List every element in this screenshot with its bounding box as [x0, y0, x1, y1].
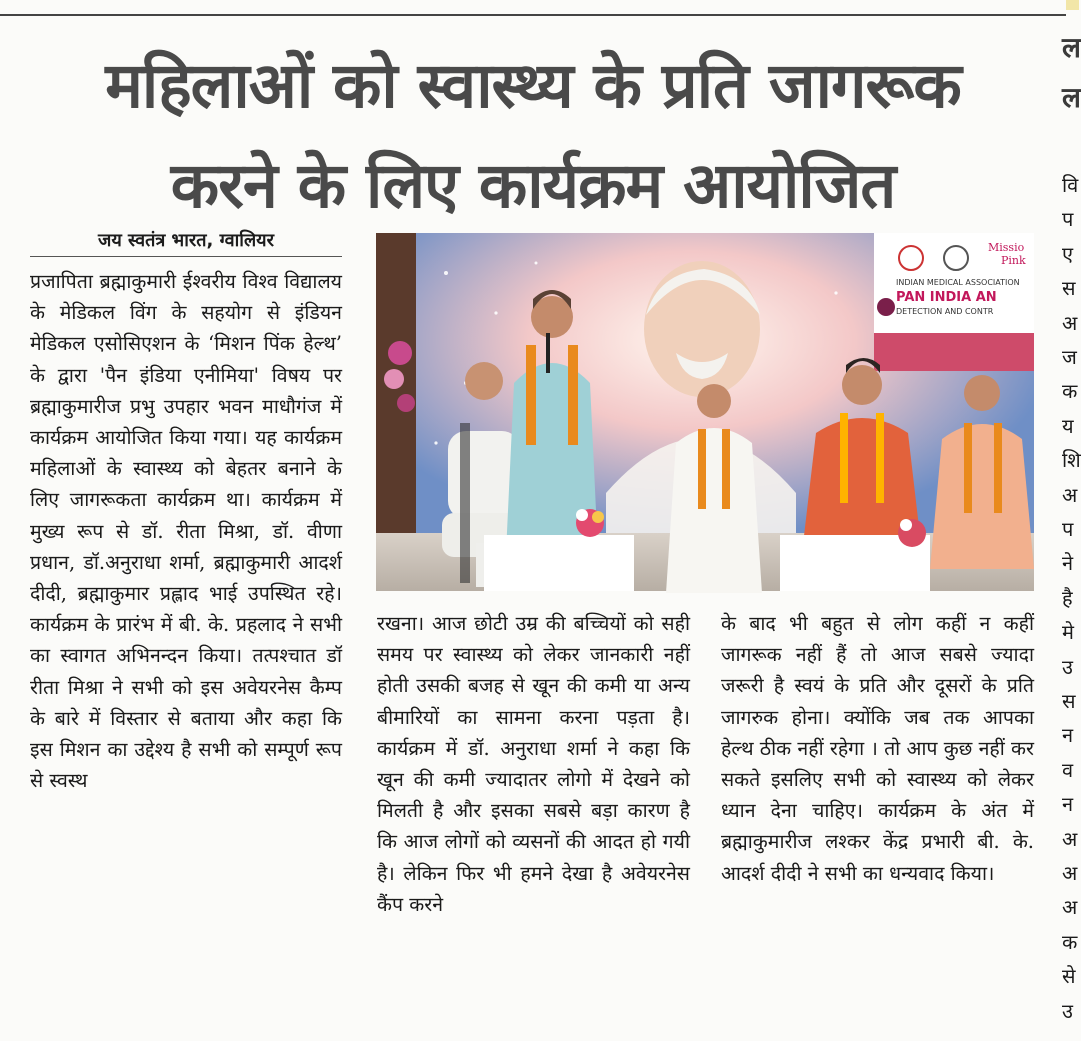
article-column-3: के बाद भी बहुत से लोग कहीं न कहीं जागरूक नहीं हैं तो आज सबसे ज्यादा जरूरी है स्वयं के प्रति और दूसरों के प्रति जागरुक होना। क्योंकि जब तक आपका हेल्थ ठीक नहीं रहेगा । तो आप कुछ नहीं कर सकते इसलिए सभी को स्वास्थ्य को लेकर ध्यान देना चाहिए। कार्यक्रम के अंत में ब्रह्माकुमारीज लश्कर केंद्र प्रभारी बी. के. आदर्श दीदी ने सभी का धन्यवाद किया। — [721, 612, 1034, 885]
side-headline-fragment-1: ल — [1062, 31, 1081, 64]
side-column-line: ए — [1062, 241, 1074, 266]
dateline: जय स्वतंत्र भारत, ग्वालियर — [30, 228, 342, 257]
side-column-line: न — [1062, 792, 1074, 817]
side-column-line: क — [1062, 929, 1078, 954]
side-column-line: क — [1062, 379, 1078, 404]
banner-ima-text: INDIAN MEDICAL ASSOCIATION — [896, 278, 1020, 287]
side-column-line: उ — [1062, 998, 1073, 1023]
banner-mission-text: Missio — [988, 241, 1025, 254]
side-column-line: न — [1062, 723, 1074, 748]
side-column-line: अ — [1062, 482, 1078, 507]
side-column-line: अ — [1062, 310, 1078, 335]
side-column-line: वि — [1062, 173, 1079, 197]
side-column-line: है — [1062, 585, 1073, 610]
side-column-line: मे — [1062, 620, 1074, 645]
side-column-line: ज — [1062, 345, 1077, 369]
side-column-line: उ — [1062, 654, 1073, 679]
banner-pink-text: Pink — [1001, 254, 1026, 267]
side-headline-fragment-2: ल — [1062, 81, 1081, 114]
page-corner-marker — [1066, 0, 1079, 10]
side-column-line: ने — [1062, 551, 1074, 576]
side-column-line: प — [1062, 207, 1074, 232]
side-column-line: व — [1062, 757, 1074, 782]
event-photo — [376, 233, 1034, 591]
side-column-line: अ — [1062, 861, 1078, 885]
headline-line-1: महिलाओं को स्वास्थ्य के प्रति जागरूक — [105, 49, 961, 122]
banner-pan-india-text: PAN INDIA AN — [896, 290, 997, 305]
side-column-line: अ — [1062, 826, 1078, 851]
side-column-line: अ — [1062, 895, 1078, 920]
side-column-line: स — [1062, 689, 1076, 713]
banner-detection-text: DETECTION AND CONTR — [896, 307, 994, 316]
banner — [874, 233, 1034, 371]
side-column-line: स — [1062, 276, 1076, 301]
headline — [18, 36, 1048, 236]
top-rule — [0, 14, 1066, 16]
article-column-1: प्रजापिता ब्रह्माकुमारी ईश्वरीय विश्व विद्यालय के मेडिकल विंग के सहयोग से इंडियन मेडिकल एसोसिएशन के ‘मिशन पिंक हेल्थ’ के द्वारा 'पैन इंडिया एनीमिया' विषय पर ब्रह्माकुमारीज प्रभु उपहार भवन माधौगंज में कार्यक्रम आयोजित किया गया। यह कार्यक्रम महिलाओं के स्वास्थ्य को बेहतर बनाने के लिए जागरूकता कार्यक्रम था। कार्यक्रम में मुख्य रूप से डॉ. रीता मिश्रा, डॉ. वीणा प्रधान, डॉ.अनुराधा शर्मा, ब्रह्माकुमारी आदर्श दीदी, ब्रह्माकुमार प्रह्लाद भाई उपस्थित रहे। कार्यक्रम के प्रारंभ में बी. के. प्रहलाद ने सभी का स्वागत अभिनन्दन किया। तत्पश्चात डॉ रीता मिश्रा ने सभी को इस अवेयरनेस कैम्प के बारे में विस्तार से बताया और कहा कि इस मिशन का उद्देश्य है सभी को सम्पूर्ण रूप से स्वस्थ — [30, 270, 342, 793]
side-column-line: से — [1062, 964, 1076, 989]
side-column-line: प — [1062, 517, 1074, 541]
article-column-2: रखना। आज छोटी उम्र की बच्चियों को सही समय पर स्वास्थ्य को लेकर जानकारी नहीं होती उसकी बजह से खून की कमी या अन्य बीमारियों का सामना करना पड़ता है। कार्यक्रम में डॉ. अनुराधा शर्मा ने कहा कि खून की कमी ज्यादातर लोगो में देखने को मिलती है और इसका सबसे बड़ा कारण है कि आज लोगों को व्यसनों की आदत हो गयी है। लेकिन फिर भी हमने देखा है अवेयरनेस कैंप करने — [377, 612, 690, 916]
headline-line-2: करने के लिए कार्यक्रम आयोजित — [170, 149, 896, 222]
side-column-line: य — [1062, 413, 1074, 438]
side-column-line: शि — [1062, 448, 1081, 473]
